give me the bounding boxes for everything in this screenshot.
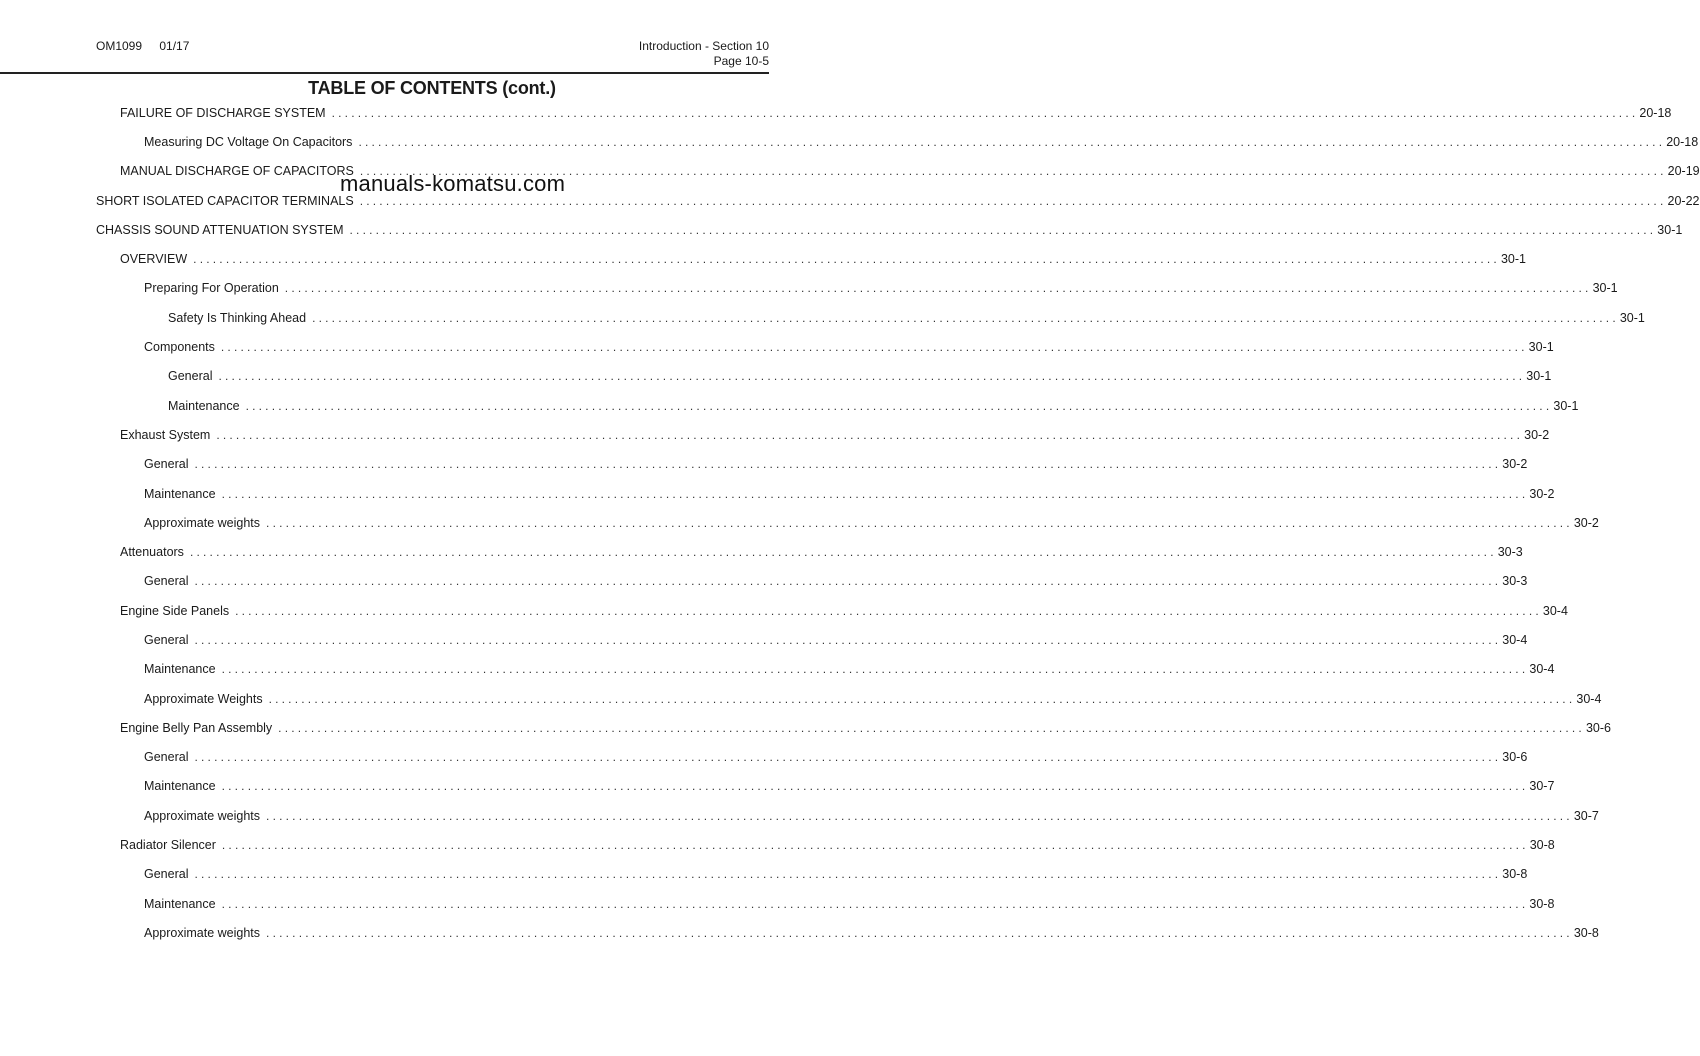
toc-entry-title: MANUAL DISCHARGE OF CAPACITORS: [120, 164, 354, 179]
toc-entry[interactable]: [96, 860, 1528, 889]
toc-entry-title: Approximate weights: [144, 808, 261, 823]
toc-entry-page: 30-2: [1502, 457, 1528, 472]
toc-dot-leader: ........................................................................................................................................................................................................: [266, 925, 1573, 940]
toc-dot-leader: ........................................................................................................................................................................................................: [245, 398, 1553, 413]
page-number: Page 10-5: [713, 54, 769, 68]
toc-entry-title: Approximate weights: [144, 925, 261, 940]
toc-entry-title: Maintenance: [144, 662, 216, 677]
toc-dot-leader: ........................................................................................................................................................................................................: [359, 164, 1667, 179]
watermark-text: manuals-komatsu.com: [340, 171, 566, 196]
toc-entry-page: 20-22: [1667, 193, 1700, 208]
table-of-contents: [96, 98, 1700, 948]
toc-entry-title: Components: [144, 340, 215, 355]
toc-entry-title: Safety Is Thinking Ahead: [168, 310, 307, 325]
toc-entry-title: Preparing For Operation: [144, 281, 279, 296]
toc-entry-page: 30-4: [1576, 691, 1602, 706]
toc-entry-page: 30-4: [1529, 662, 1555, 677]
toc-dot-leader: ........................................................................................................................................................................................................: [216, 427, 1524, 442]
toc-entry[interactable]: [96, 772, 1555, 801]
toc-dot-leader: ........................................................................................................................................................................................................: [189, 545, 1497, 560]
toc-dot-leader: ........................................................................................................................................................................................................: [266, 515, 1573, 530]
toc-dot-leader: ........................................................................................................................................................................................................: [194, 457, 1502, 472]
toc-entry-title: General: [144, 632, 189, 647]
page-header-left: [96, 39, 189, 53]
header-divider: [0, 72, 769, 74]
toc-dot-leader: ........................................................................................................................................................................................................: [194, 750, 1502, 765]
toc-entry-title: General: [144, 574, 189, 589]
toc-entry[interactable]: [96, 830, 1555, 859]
section-label: Introduction - Section 10: [638, 39, 769, 53]
toc-entry[interactable]: [96, 889, 1555, 918]
toc-entry[interactable]: [96, 596, 1568, 625]
toc-entry[interactable]: [96, 801, 1599, 830]
page-title-main: TABLE OF CONTENTS: [308, 78, 498, 98]
toc-entry[interactable]: [96, 743, 1528, 772]
toc-entry-title: Maintenance: [144, 779, 216, 794]
toc-entry-page: 30-7: [1573, 808, 1599, 823]
toc-entry-page: 30-4: [1502, 632, 1528, 647]
toc-entry-page: 30-2: [1524, 427, 1550, 442]
toc-dot-leader: ........................................................................................................................................................................................................: [284, 281, 1592, 296]
toc-dot-leader: ........................................................................................................................................................................................................: [268, 691, 1576, 706]
toc-entry[interactable]: [96, 215, 1683, 244]
toc-entry-page: 30-1: [1592, 281, 1618, 296]
toc-entry-page: 30-4: [1542, 603, 1568, 618]
toc-dot-leader: ........................................................................................................................................................................................................: [194, 632, 1502, 647]
toc-entry[interactable]: [96, 918, 1599, 947]
toc-entry[interactable]: [96, 98, 1672, 127]
toc-entry-page: 30-6: [1585, 720, 1611, 735]
toc-entry-page: 20-18: [1666, 134, 1699, 149]
document-id: OM1099: [96, 39, 143, 53]
toc-dot-leader: ........................................................................................................................................................................................................: [235, 603, 1542, 618]
toc-entry[interactable]: [96, 127, 1699, 156]
page-title: [0, 78, 864, 99]
toc-entry-title: OVERVIEW: [120, 252, 188, 267]
toc-entry-page: 20-18: [1639, 105, 1672, 120]
toc-entry-page: 30-1: [1526, 369, 1552, 384]
toc-entry[interactable]: [96, 655, 1555, 684]
toc-entry-title: General: [144, 457, 189, 472]
toc-entry-title: General: [144, 867, 189, 882]
toc-dot-leader: ........................................................................................................................................................................................................: [221, 662, 1529, 677]
toc-entry-page: 30-1: [1553, 398, 1579, 413]
toc-entry[interactable]: [96, 244, 1526, 273]
toc-entry-page: 30-3: [1502, 574, 1528, 589]
toc-entry[interactable]: [96, 420, 1550, 449]
toc-entry[interactable]: [96, 303, 1645, 332]
toc-entry-page: 30-3: [1497, 545, 1523, 560]
toc-dot-leader: ........................................................................................................................................................................................................: [358, 134, 1666, 149]
toc-entry[interactable]: [96, 713, 1611, 742]
page-header-right: [639, 39, 769, 69]
toc-dot-leader: ........................................................................................................................................................................................................: [194, 574, 1502, 589]
toc-dot-leader: ........................................................................................................................................................................................................: [221, 838, 1529, 853]
toc-entry-title: Engine Side Panels: [120, 603, 230, 618]
toc-dot-leader: ........................................................................................................................................................................................................: [266, 808, 1573, 823]
toc-entry-title: General: [144, 750, 189, 765]
toc-entry-title: Measuring DC Voltage On Capacitors: [144, 134, 353, 149]
toc-entry-page: 30-1: [1619, 310, 1645, 325]
toc-entry-page: 20-19: [1667, 164, 1700, 179]
toc-entry-page: 30-8: [1529, 896, 1555, 911]
toc-entry-page: 30-8: [1502, 867, 1528, 882]
toc-entry-title: Radiator Silencer: [120, 838, 216, 853]
toc-entry-page: 30-2: [1573, 515, 1599, 530]
page-title-suffix: (cont.): [502, 78, 556, 98]
toc-dot-leader: ........................................................................................................................................................................................................: [312, 310, 1619, 325]
toc-dot-leader: ........................................................................................................................................................................................................: [349, 222, 1657, 237]
toc-entry[interactable]: [96, 274, 1618, 303]
toc-entry-title: Maintenance: [144, 896, 216, 911]
toc-entry-page: 30-6: [1502, 750, 1528, 765]
toc-entry[interactable]: [96, 479, 1555, 508]
toc-entry[interactable]: [96, 537, 1523, 566]
toc-entry-page: 30-2: [1529, 486, 1555, 501]
toc-entry-page: 30-1: [1528, 340, 1554, 355]
toc-dot-leader: ........................................................................................................................................................................................................: [331, 105, 1639, 120]
toc-entry[interactable]: [96, 625, 1528, 654]
toc-entry-title: Maintenance: [144, 486, 216, 501]
toc-entry-title: SHORT ISOLATED CAPACITOR TERMINALS: [96, 193, 354, 208]
toc-entry[interactable]: [96, 362, 1552, 391]
toc-entry[interactable]: [96, 684, 1602, 713]
toc-entry-page: 30-7: [1529, 779, 1555, 794]
toc-entry[interactable]: [96, 450, 1528, 479]
toc-entry[interactable]: [96, 332, 1554, 361]
toc-entry-page: 30-1: [1500, 252, 1526, 267]
toc-entry-title: Engine Belly Pan Assembly: [120, 720, 273, 735]
toc-entry-page: 30-8: [1529, 838, 1555, 853]
toc-entry-title: FAILURE OF DISCHARGE SYSTEM: [120, 105, 326, 120]
toc-entry-title: CHASSIS SOUND ATTENUATION SYSTEM: [96, 222, 344, 237]
toc-dot-leader: ........................................................................................................................................................................................................: [221, 486, 1529, 501]
toc-entry-page: 30-1: [1657, 222, 1683, 237]
toc-entry-title: Approximate Weights: [144, 691, 263, 706]
toc-entry-page: 30-8: [1573, 925, 1599, 940]
toc-entry-title: Exhaust System: [120, 427, 211, 442]
toc-dot-leader: ........................................................................................................................................................................................................: [218, 369, 1526, 384]
toc-dot-leader: ........................................................................................................................................................................................................: [220, 340, 1528, 355]
toc-dot-leader: ........................................................................................................................................................................................................: [193, 252, 1500, 267]
document-date: 01/17: [159, 39, 190, 53]
toc-entry[interactable]: [96, 508, 1599, 537]
toc-entry[interactable]: [96, 391, 1579, 420]
toc-dot-leader: ........................................................................................................................................................................................................: [359, 193, 1667, 208]
toc-dot-leader: ........................................................................................................................................................................................................: [194, 867, 1502, 882]
toc-entry-title: General: [168, 369, 213, 384]
toc-dot-leader: ........................................................................................................................................................................................................: [221, 896, 1529, 911]
toc-dot-leader: ........................................................................................................................................................................................................: [278, 720, 1585, 735]
toc-entry[interactable]: [96, 567, 1528, 596]
toc-entry-title: Attenuators: [120, 545, 184, 560]
toc-entry-title: Maintenance: [168, 398, 240, 413]
toc-entry-title: Approximate weights: [144, 515, 261, 530]
toc-dot-leader: ........................................................................................................................................................................................................: [221, 779, 1529, 794]
